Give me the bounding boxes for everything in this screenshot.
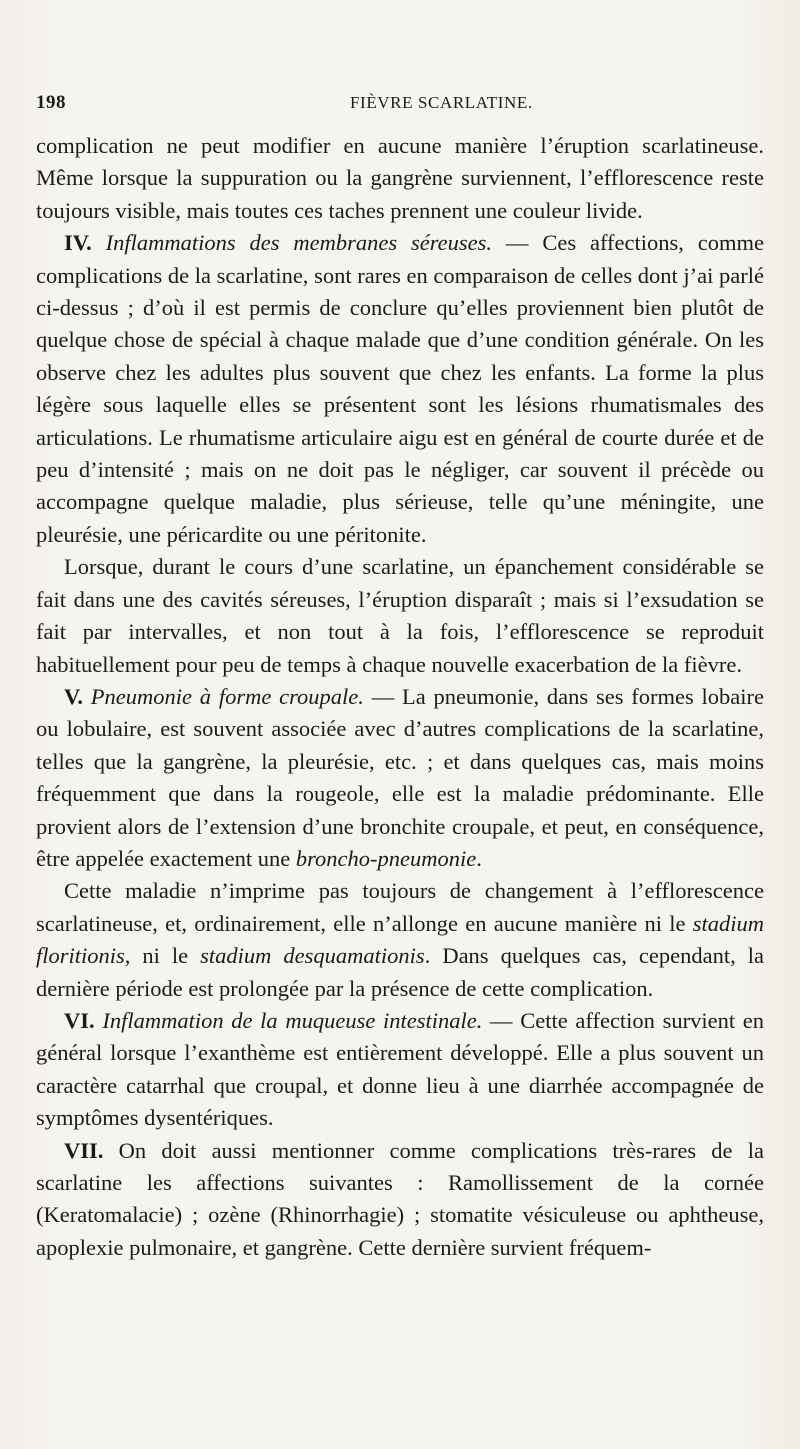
page-number: 198 [36, 92, 66, 113]
section-iv [36, 227, 764, 551]
section-vi [36, 1005, 764, 1135]
italic-term: broncho-pneumonie [295, 845, 477, 871]
paragraph-text: On doit aussi mentionner comme complications très-rares de la scarlatine les affections suivantes : Ramollissement de la cornée (Keratomalacie) ; ozène (Rhinorrhagie) ; stomatite vésiculeuse ou aphtheuse, apoplexie pulmonaire, et gangrène. Cette dernière survient fréquem- [36, 1137, 764, 1260]
paragraph-text: — Cette affection survient en général lorsque l’exanthème est entièrement développé. Elle a plus souvent un caractère catarrhal que croupal, et donne lieu à une diarrhée accompagnée de symptômes dysentériques. [36, 1007, 765, 1131]
paragraph-efflorescence [36, 875, 764, 1005]
paragraph-continuation [36, 130, 764, 227]
section-title: Inflammations des membranes séreuses. [105, 230, 493, 256]
paragraph-text: complication ne peut modifier en aucune manière l’éruption scarlatineuse. Même lorsque la suppuration ou la gangrène surviennent, l’efflorescence reste toujours visible, mais toutes ces taches prennent une couleur livide. [36, 133, 764, 223]
section-number: VII. [64, 1137, 104, 1163]
paragraph-text: Lorsque, durant le cours d’une scarlatine, un épanchement considérable se fait dans une des cavités séreuses, l’éruption disparaît ; mais si l’exsudation se fait par intervalles, et non tout à la fois, l’efflorescence se reproduit habituellement pour peu de temps à chaque nouvelle exacerbation de la fièvre. [36, 554, 764, 677]
paragraph-text: — Ces affections, comme complications de la scarlatine, sont rares en comparaison de celles dont j’ai parlé ci-dessus ; d’où il est permis de conclure qu’elles proviennent bien plutôt de quelque chose de spécial à chaque malade que d’une condition générale. On les observe chez les adultes plus souvent que chez les enfants. La forme la plus légère sous laquelle elles se présentent sont les lésions rhumatismales des articulations. Le rhumatisme articulaire aigu est en général de courte durée et de peu d’intensité ; mais on ne doit pas le négliger, car souvent il précède ou accompagne quelque maladie, plus sérieuse, telle qu’une méningite, une pleurésie, une péricardite ou une péritonite. [36, 230, 764, 547]
body-text [36, 130, 764, 1264]
paragraph-tail: . [476, 845, 482, 871]
paragraph-effusion [36, 551, 764, 681]
section-title: Inflammation de la muqueuse intestinale. [102, 1007, 483, 1033]
paragraph-text: Cette maladie n’imprime pas toujours de changement à l’efflorescence scarlatineuse, et, ordinairement, elle n’allonge en aucune manière ni le [36, 878, 764, 936]
section-vii [36, 1135, 764, 1265]
paragraph-text: . Dans quelques cas, cependant, la dernière période est prolongée par la présence de cette complication. [36, 943, 764, 1001]
section-number: V. [64, 683, 83, 709]
paragraph-text: , ni le [124, 943, 201, 969]
italic-term: stadium floritionis [36, 910, 764, 969]
section-title: Pneumonie à forme croupale. [90, 683, 364, 709]
running-title: FIÈVRE SCARLATINE. [350, 93, 533, 112]
italic-term: stadium desquamationis [200, 943, 425, 969]
section-number: IV. [64, 230, 92, 256]
section-number: VI. [64, 1007, 95, 1033]
paragraph-text: — La pneumonie, dans ses formes lobaire ou lobulaire, est souvent associée avec d’autres complications de la scarlatine, telles que la gangrène, la pleurésie, etc. ; et dans quelques cas, mais moins fréquemment que dans la rougeole, elle est la maladie prédominante. Elle provient alors de l’extension d’une bronchite croupale, et peut, en conséquence, être appelée exactement une [36, 683, 764, 871]
page-header [36, 92, 766, 122]
section-v [36, 681, 764, 875]
